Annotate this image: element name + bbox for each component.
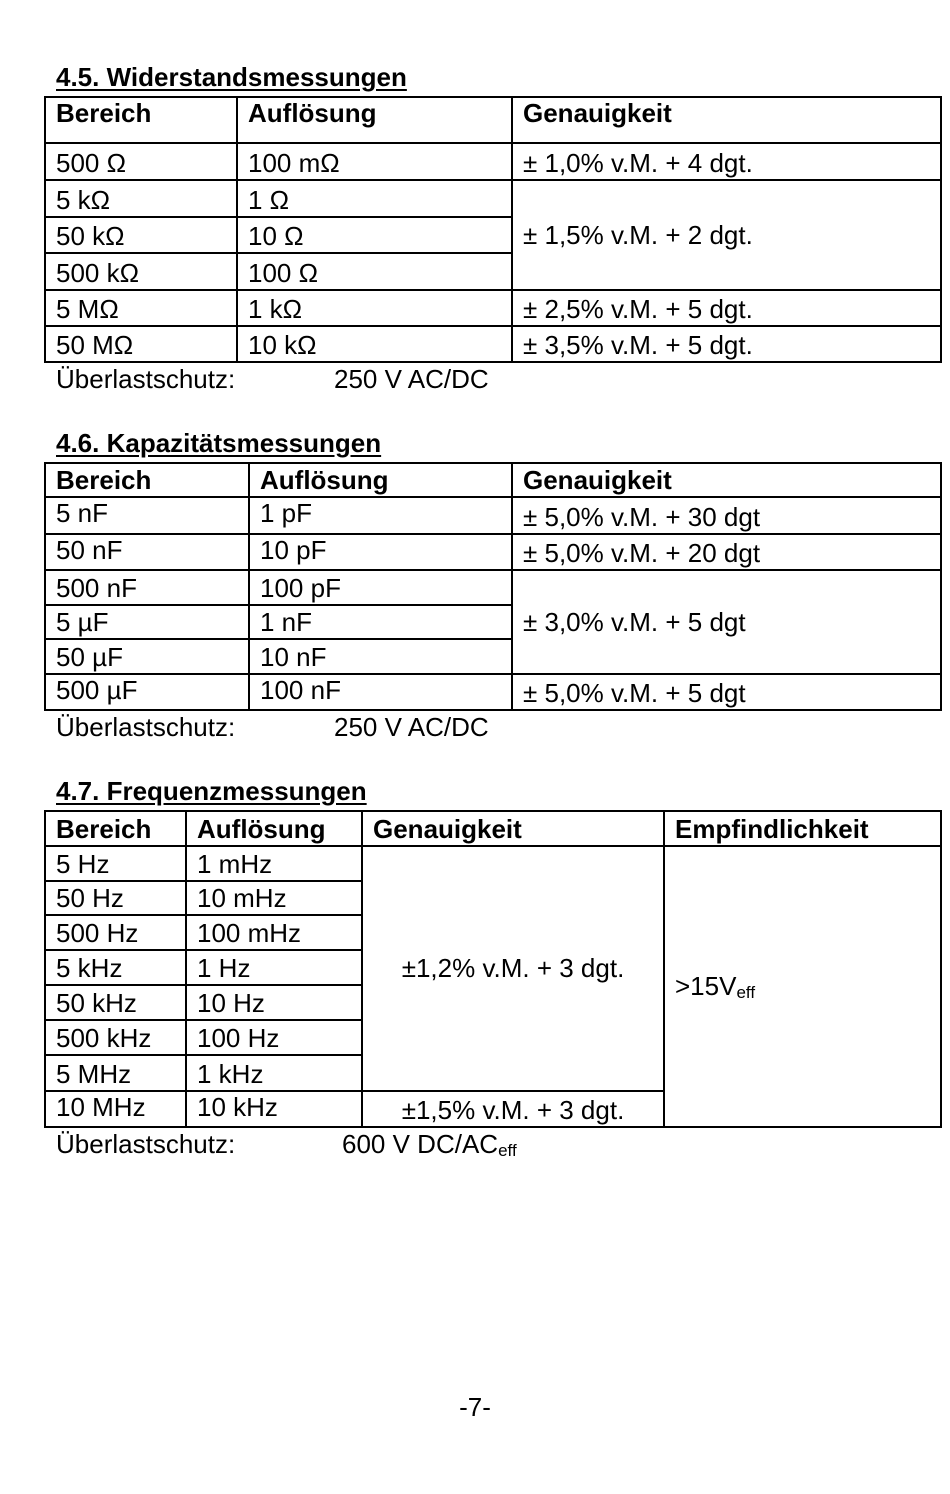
range-cell: 5 µF [45,605,249,639]
resolution-cell: 10 kΩ [237,326,512,362]
resolution-cell: 10 mHz [186,881,362,915]
resolution-cell: 100 mΩ [237,143,512,180]
capacitance-table [44,462,942,711]
section-4-7-title: 4.7. Frequenzmessungen [56,776,367,806]
resolution-cell: 1 Hz [186,950,362,985]
resolution-cell: 1 pF [249,497,512,534]
range-cell: 50 µF [45,639,249,674]
range-cell: 50 Hz [45,881,186,915]
range-cell: 500 kΩ [45,253,237,290]
resolution-cell: 100 mHz [186,915,362,950]
range-cell: 10 MHz [45,1091,186,1127]
resolution-cell: 1 nF [249,605,512,639]
header-resolution: Auflösung [249,463,512,497]
sensitivity-subscript: eff [736,982,756,1002]
overload-note-4-5 [56,364,489,395]
sensitivity-value: >15V [675,970,737,1001]
table-row [45,143,941,180]
accuracy-cell: ± 1,5% v.M. + 2 dgt. [512,180,941,290]
resolution-cell: 1 kHz [186,1055,362,1091]
table-row [45,180,941,217]
table-row [45,290,941,326]
resolution-cell: 10 kHz [186,1091,362,1127]
header-accuracy: Genauigkeit [362,811,664,846]
table-row [45,846,941,881]
accuracy-cell: ± 5,0% v.M. + 20 dgt [512,534,941,570]
resolution-cell: 10 nF [249,639,512,674]
table-row [45,570,941,605]
overload-value: 600 V DC/AC [342,1129,499,1159]
accuracy-cell: ± 5,0% v.M. + 30 dgt [512,497,941,534]
range-cell: 500 Hz [45,915,186,950]
header-sensitivity: Empfindlichkeit [664,811,941,846]
header-range: Bereich [45,97,237,143]
resolution-cell: 1 kΩ [237,290,512,326]
table-row [45,534,941,570]
resolution-cell: 100 Hz [186,1020,362,1055]
section-4-5-title: 4.5. Widerstandsmessungen [56,62,407,92]
table-row [45,674,941,710]
range-cell: 500 kHz [45,1020,186,1055]
accuracy-cell: ±1,5% v.M. + 3 dgt. [362,1091,664,1127]
resolution-cell: 100 nF [249,674,512,710]
table-header-row [45,97,941,143]
resolution-cell: 1 Ω [237,180,512,217]
header-resolution: Auflösung [186,811,362,846]
accuracy-cell: ± 1,0% v.M. + 4 dgt. [512,143,941,180]
range-cell: 500 Ω [45,143,237,180]
resolution-cell: 10 pF [249,534,512,570]
overload-value-group [342,1129,517,1161]
overload-value: 250 V AC/DC [334,712,489,742]
range-cell: 500 µF [45,674,249,710]
range-cell: 50 nF [45,534,249,570]
overload-note-4-6 [56,712,489,743]
header-resolution: Auflösung [237,97,512,143]
accuracy-cell: ± 3,5% v.M. + 5 dgt. [512,326,941,362]
overload-subscript: eff [498,1141,517,1160]
sensitivity-cell [664,846,941,1127]
range-cell: 500 nF [45,570,249,605]
overload-label: Überlastschutz: [56,1129,236,1159]
table-row [45,326,941,362]
range-cell: 50 kHz [45,985,186,1020]
range-cell: 5 nF [45,497,249,534]
page-number: -7- [459,1392,491,1422]
range-cell: 50 MΩ [45,326,237,362]
header-range: Bereich [45,463,249,497]
table-header-row [45,463,941,497]
frequency-table [44,810,942,1128]
resolution-cell: 10 Hz [186,985,362,1020]
range-cell: 5 MΩ [45,290,237,326]
range-cell: 5 kHz [45,950,186,985]
accuracy-cell: ±1,2% v.M. + 3 dgt. [362,846,664,1091]
header-range: Bereich [45,811,186,846]
header-accuracy: Genauigkeit [512,97,941,143]
overload-note-4-7 [56,1129,517,1160]
resolution-cell: 10 Ω [237,217,512,253]
resolution-cell: 100 pF [249,570,512,605]
overload-label: Überlastschutz: [56,712,236,742]
accuracy-cell: ± 3,0% v.M. + 5 dgt [512,570,941,674]
range-cell: 5 kΩ [45,180,237,217]
resistance-table [44,96,942,363]
range-cell: 5 MHz [45,1055,186,1091]
accuracy-cell: ± 2,5% v.M. + 5 dgt. [512,290,941,326]
section-4-6-title: 4.6. Kapazitätsmessungen [56,428,382,458]
overload-label: Überlastschutz: [56,364,236,394]
table-header-row [45,811,941,846]
resolution-cell: 100 Ω [237,253,512,290]
header-accuracy: Genauigkeit [512,463,941,497]
resolution-cell: 1 mHz [186,846,362,881]
overload-value: 250 V AC/DC [334,364,489,394]
table-row [45,497,941,534]
range-cell: 5 Hz [45,846,186,881]
accuracy-cell: ± 5,0% v.M. + 5 dgt [512,674,941,710]
range-cell: 50 kΩ [45,217,237,253]
